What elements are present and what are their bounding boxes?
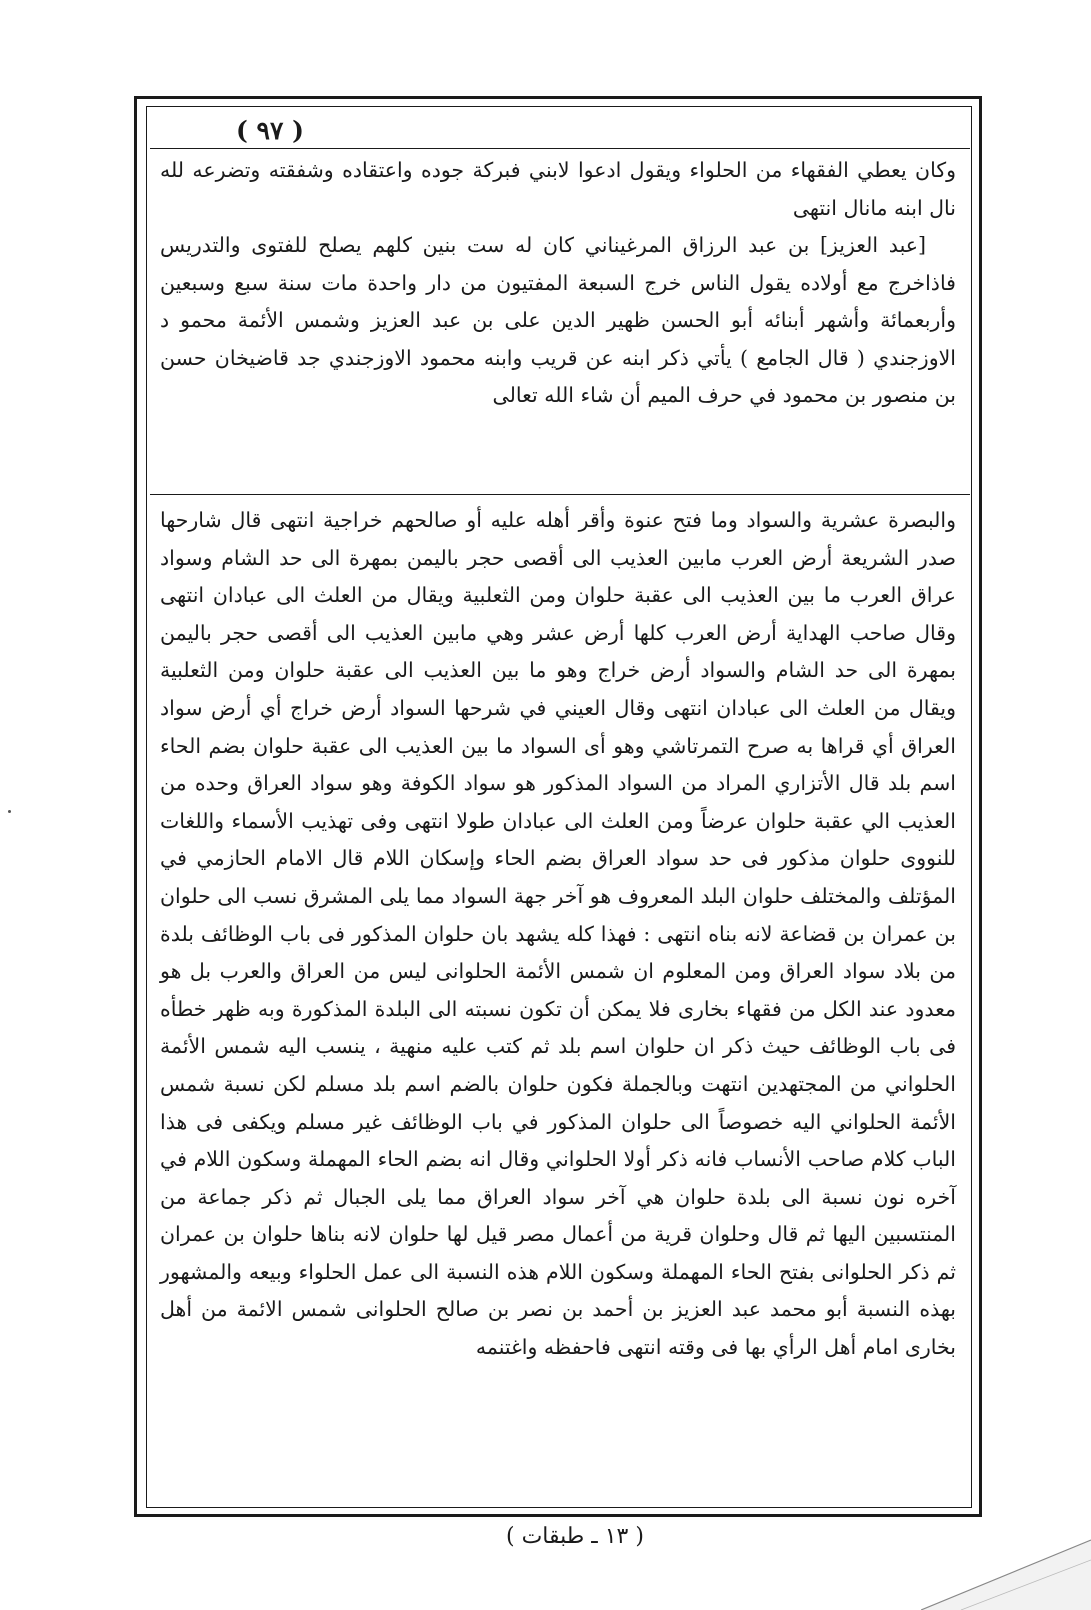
scan-edge-curl [921,1500,1091,1610]
section-divider [150,494,970,495]
entry-intro-paragraph: وكان يعطي الفقهاء من الحلواء ويقول ادعوا لابني فبركة جوده واعتقاده وشفقته وتضرعه لله نال ابنه مانال انتهى [160,158,956,220]
entry-abd-al-aziz-paragraph: [عبد العزيز] بن عبد الرزاق المرغيناني كان له ست بنين كلهم يصلح للفتوى والتدريس فاذاخرج مع أولاده يقول الناس خرج السبعة المفتيون من دار واحدة مات سنة سبع وسبعين وأربعمائة وأشهر أبنائه أبو الحسن ظهير الدين على بن عبد العزيز وشمس الأئمة محمو د الاوزجندي ( قال الجامع ) يأتي ذكر ابنه عن قريب وابنه محمود الاوزجندي جد قاضيخان حسن بن منصور بن محمود في حرف الميم أن شاء الله تعالى [160,233,956,407]
printer-signature: ( ١٣ ـ طبقات ) [506,1524,644,1549]
commentary-section [160,502,956,1367]
scan-speck [8,810,11,813]
biography-entry [160,152,956,415]
commentary-paragraph: والبصرة عشرية والسواد وما فتح عنوة وأقر أهله عليه أو صالحهم خراجية انتهى قال شارحها صدر الشريعة أرض العرب مابين العذيب الى أقصى حجر باليمن بمهرة الى حد الشام وسواد عراق العرب ما بين العذيب الى عقبة حلوان ومن الثعلبية ويقال من العلث الى عبادان انتهى وقال صاحب الهداية أرض العرب كلها أرض عشر وهي مابين العذيب الى أقصى حجر باليمن بمهرة الى حد الشام والسواد أرض خراج وهو ما بين العذيب الى عقبة حلوان ومن الثعلبية ويقال من العلث الى عبادان انتهى وقال العيني في شرحها السواد أرض خراج أي أرض سواد العراق أي قراها به صرح التمرتاشي وهو أى السواد ما بين العذيب الى عقبة حلوان بضم الحاء اسم بلد قال الأتزاري المراد من السواد المذكور هو سواد الكوفة وهو سواد العراق وحده من العذيب الي عقبة حلوان عرضاً ومن العلث الى عبادان طولا انتهى وفى تهذيب الأسماء واللغات للنووى حلوان مذكور فى حد سواد العراق بضم الحاء وإسكان اللام قال الامام الحازمي في المؤتلف والمختلف حلوان البلد المعروف هو آخر جهة السواد مما يلى المشرق نسب الى حلوان بن عمران بن قضاعة لانه بناه انتهى : فهذا كله يشهد بان حلوان المذكور فى باب الوظائف بلدة من بلاد سواد العراق ومن المعلوم ان شمس الأئمة الحلوانى ليس من العراق والعرب بل هو معدود عند الكل من فقهاء بخارى فلا يمكن أن تكون نسبته الى البلدة المذكورة وبه ظهر خطأه فى باب الوظائف حيث ذكر ان حلوان اسم بلد ثم كتب عليه منهية ، ينسب اليه شمس الأئمة الحلواني من المجتهدين انتهت وبالجملة فكون حلوان بالضم اسم بلد مسلم لكن نسبة شمس الأئمة الحلواني اليه خصوصاً الى حلوان المذكور في باب الوظائف غير مسلم ويكفى فى هذا الباب كلام صاحب الأنساب فانه ذكر أولا الحلواني وقال انه بضم الحاء المهملة وسكون اللام في آخره نون نسبة الى بلدة حلوان هي آخر سواد العراق مما يلى الجبال ثم ذكر جماعة من المنتسبين اليها ثم قال وحلوان قرية من أعمال مصر قيل لها حلوان لانه بناها حلوان بن عمران ثم ذكر الحلوانى بفتح الحاء المهملة وسكون اللام هذه النسبة الى عمل الحلواء وبيعه والمشهور بهذه النسبة أبو محمد عبد العزيز بن أحمد بن نصر بن صالح الحلوانى شمس الائمة من أهل بخارى امام أهل الرأي بها فى وقته انتهى فاحفظه واغتنمه [160,508,956,1360]
page-number: ( ٩٧ ) [236,116,304,145]
header-rule [150,148,970,149]
